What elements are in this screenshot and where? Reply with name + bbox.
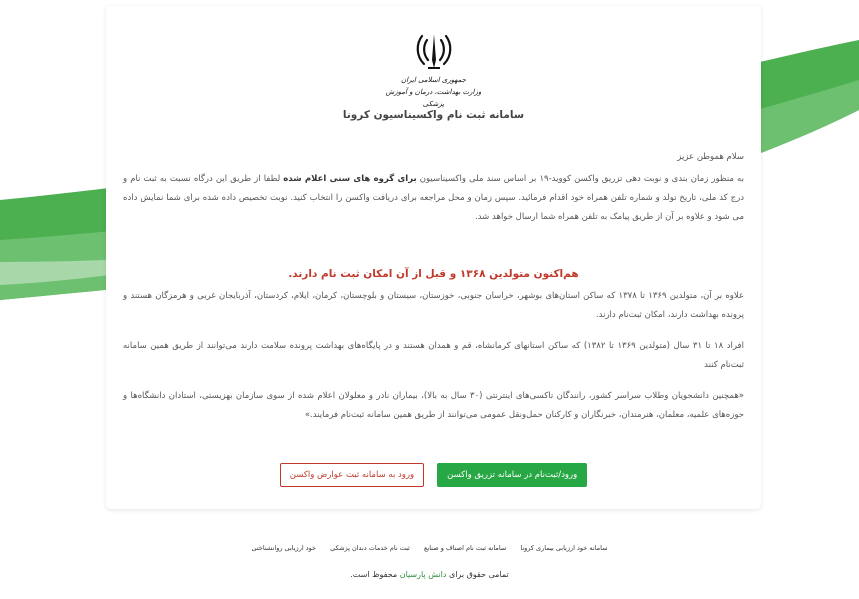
footer-link-guild-registration[interactable]: سامانه ثبت نام اصناف و صنایع — [423, 544, 507, 552]
paragraph-age-group: افراد ۱۸ تا ۳۱ سال (متولدین ۱۳۶۹ تا ۱۳۸۲) که ساکن استانهای کرمانشاه، قم و همدان هستند و در پایگاه‌های بهداشت پرونده سلامت دارند می‌توانند از طریق همین سامانه ثبت‌نام کنند — [123, 341, 744, 370]
action-buttons — [106, 463, 761, 487]
intro-text-2: لطفا از طریق این درگاه نسبت به ثبت نام و درج کد ملی، تاریخ تولد و شماره تلفن همراه خود اقدام فرمائید. سپس زمان و محل مراجعه برای دریافت واکسن را انتخاب کنید. نوبت تخصیص داده شده برای شما نمایش داده می شود و علاوه بر آن از طریق پیامک به تلفن همراه شما ارسال خواهد شد. — [123, 174, 744, 222]
main-card — [106, 6, 761, 509]
footer-link-psych-self-assessment[interactable]: خود ارزیابی روانشناختی — [251, 544, 316, 552]
eligibility-notice: هم‌اکنون متولدین ۱۳۶۸ و قبل از آن امکان ثبت نام دارند. — [288, 268, 579, 280]
copyright-suffix: محفوظ است. — [350, 570, 400, 579]
paragraph-provinces: علاوه بر آن، متولدین ۱۳۶۹ تا ۱۳۷۸ که ساکن استان‌های بوشهر، خراسان جنوبی، خوزستان، سیستان و بلوچستان، کرمان، ایلام، کردستان، آذربایجان غربی و هرمزگان هستند و پرونده بهداشت دارند، امکان ثبت‌نام دارند. — [123, 291, 745, 320]
footer-link-corona-self-assessment[interactable]: سامانه خود ارزیابی بیماری کرونا — [520, 544, 608, 552]
iran-emblem-icon — [414, 30, 454, 74]
copyright — [0, 570, 859, 579]
copyright-prefix: تمامی حقوق برای — [446, 570, 509, 579]
footer-links — [0, 544, 859, 552]
copyright-brand-link[interactable]: دانش پارسیان — [399, 570, 447, 579]
side-effects-button[interactable]: ورود به سامانه ثبت عوارض واکسن — [280, 463, 424, 487]
intro-bold: برای گروه های سنی اعلام شده — [283, 174, 417, 184]
intro-text-1: به منظور زمان بندی و نوبت دهی تزریق واکسن کووید-۱۹ بر اساس سند ملی واکسیناسیون — [416, 174, 744, 184]
ministry-line-1: جمهوری اسلامی ایران — [401, 76, 466, 84]
greeting: سلام هموطن عزیز — [677, 152, 744, 162]
page-title: سامانه ثبت نام واکسیناسیون کرونا — [342, 109, 525, 121]
intro-paragraph — [123, 170, 744, 227]
paragraph-special-groups: «همچنین دانشجویان وطلاب سراسر کشور، رانندگان تاکسی‌های اینترنتی (۳۰ سال به بالا)، بیماران نادر و معلولان اعلام شده از سوی سازمان بهزیستی، استادان دانشگاه‌ها و حوزه‌های علمیه، معلمان، هنرمندان، خبرنگاران و کارکنان حمل‌ونقل عمومی می‌توانند از طریق همین سامانه ثبت‌نام فرمایند.» — [123, 391, 744, 420]
footer-link-dental-services[interactable]: ثبت نام خدمات دندان پزشکی — [330, 544, 410, 552]
ministry-logo-text — [376, 74, 491, 110]
ministry-line-2: وزارت بهداشت، درمان و آموزش پزشکی — [385, 88, 482, 108]
content — [123, 148, 744, 425]
register-vaccine-button[interactable]: ورود/ثبت‌نام در سامانه تزریق واکسن — [437, 463, 587, 487]
